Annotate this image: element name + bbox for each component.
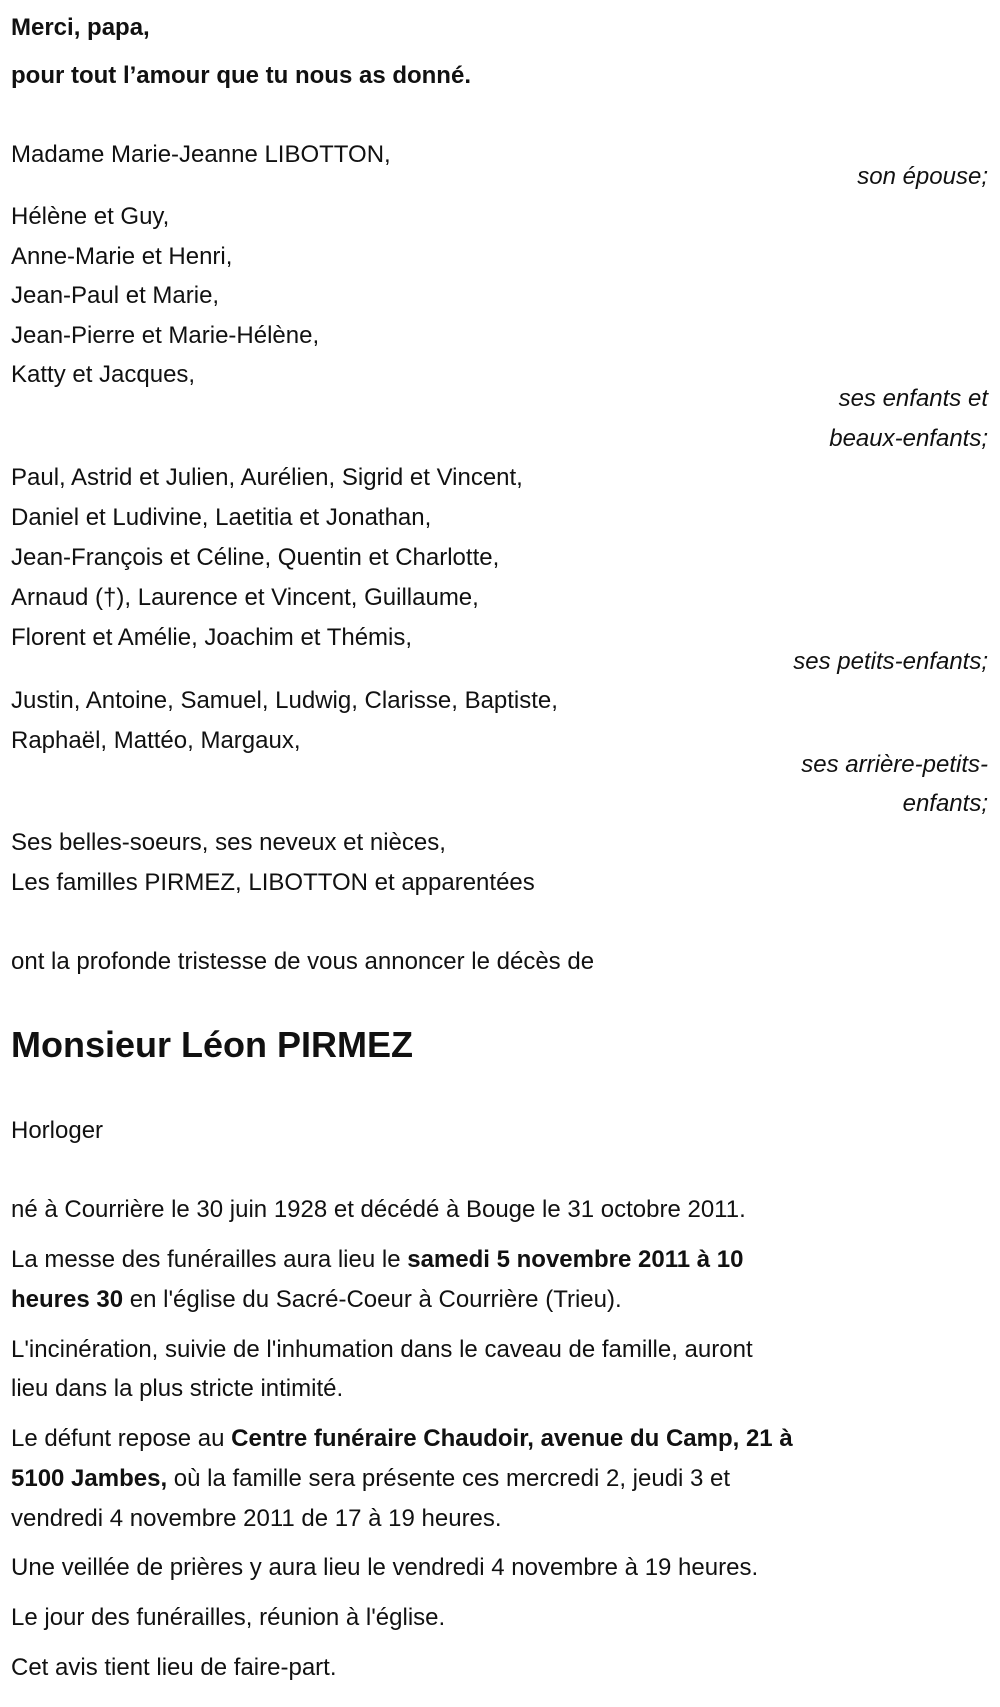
children-role: ses enfants et (838, 385, 988, 412)
child-name: Jean-Paul et Marie, (11, 282, 220, 309)
header-line-2: pour tout l’amour que tu nous as donné. (11, 62, 471, 89)
meeting-info: Le jour des funérailles, réunion à l'église. (11, 1604, 446, 1631)
child-name: Hélène et Guy, (11, 203, 170, 230)
spouse-role: son épouse; (857, 163, 988, 190)
birth-death: né à Courrière le 30 juin 1928 et décédé à Bouge le 31 octobre 2011. (11, 1196, 746, 1223)
funeral-center: Centre funéraire Chaudoir, avenue du Camp, 21 à (231, 1425, 793, 1452)
notice-info: Cet avis tient lieu de faire-part. (11, 1654, 337, 1681)
mass-time: heures 30 (11, 1286, 124, 1313)
deceased-name: Monsieur Léon PIRMEZ (11, 1024, 414, 1065)
funeral-center-city: 5100 Jambes, (11, 1465, 168, 1492)
grandchildren-line: Florent et Amélie, Joachim et Thémis, (11, 624, 413, 651)
rest-info (11, 1424, 793, 1454)
grandchildren-line: Daniel et Ludivine, Laetitia et Jonathan, (11, 504, 432, 531)
mass-place: en l'église du Sacré-Coeur à Courrière (Trieu). (123, 1286, 622, 1313)
great-grandchildren-role: ses arrière-petits- (801, 751, 988, 778)
grandchildren-line: Paul, Astrid et Julien, Aurélien, Sigrid et Vincent, (11, 464, 523, 491)
grandchildren-role: ses petits-enfants; (793, 648, 988, 675)
children-role: beaux-enfants; (829, 425, 988, 452)
vigil-info: Une veillée de prières y aura lieu le vendredi 4 novembre à 19 heures. (11, 1554, 759, 1581)
rest-info (11, 1464, 730, 1494)
others-line: Les familles PIRMEZ, LIBOTTON et apparentées (11, 869, 535, 896)
rest-text: Le défunt repose au (11, 1425, 232, 1452)
great-grandchildren-line: Justin, Antoine, Samuel, Ludwig, Clarisse, Baptiste, (11, 687, 558, 714)
rest-text: où la famille sera présente ces mercredi 2, jeudi 3 et (167, 1465, 731, 1492)
spouse-name: Madame Marie-Jeanne LIBOTTON, (11, 141, 391, 168)
cremation-info: L'incinération, suivie de l'inhumation dans le caveau de famille, auront (11, 1336, 753, 1363)
mass-date: samedi 5 novembre 2011 à 10 (407, 1246, 744, 1273)
rest-info: vendredi 4 novembre 2011 de 17 à 19 heures. (11, 1505, 502, 1532)
mass-text: La messe des funérailles aura lieu le (11, 1246, 408, 1273)
deceased-profession: Horloger (11, 1117, 104, 1144)
mass-info (11, 1245, 743, 1275)
mass-info (11, 1285, 622, 1315)
great-grandchildren-line: Raphaël, Mattéo, Margaux, (11, 727, 301, 754)
grandchildren-line: Arnaud (†), Laurence et Vincent, Guillaume, (11, 584, 479, 611)
child-name: Anne-Marie et Henri, (11, 243, 233, 270)
cremation-info: lieu dans la plus stricte intimité. (11, 1375, 344, 1402)
announcement: ont la profonde tristesse de vous annoncer le décès de (11, 948, 595, 975)
great-grandchildren-role: enfants; (902, 790, 988, 817)
child-name: Katty et Jacques, (11, 361, 196, 388)
child-name: Jean-Pierre et Marie-Hélène, (11, 322, 320, 349)
grandchildren-line: Jean-François et Céline, Quentin et Charlotte, (11, 544, 500, 571)
others-line: Ses belles-soeurs, ses neveux et nièces, (11, 829, 446, 856)
header-line-1: Merci, papa, (11, 14, 150, 41)
